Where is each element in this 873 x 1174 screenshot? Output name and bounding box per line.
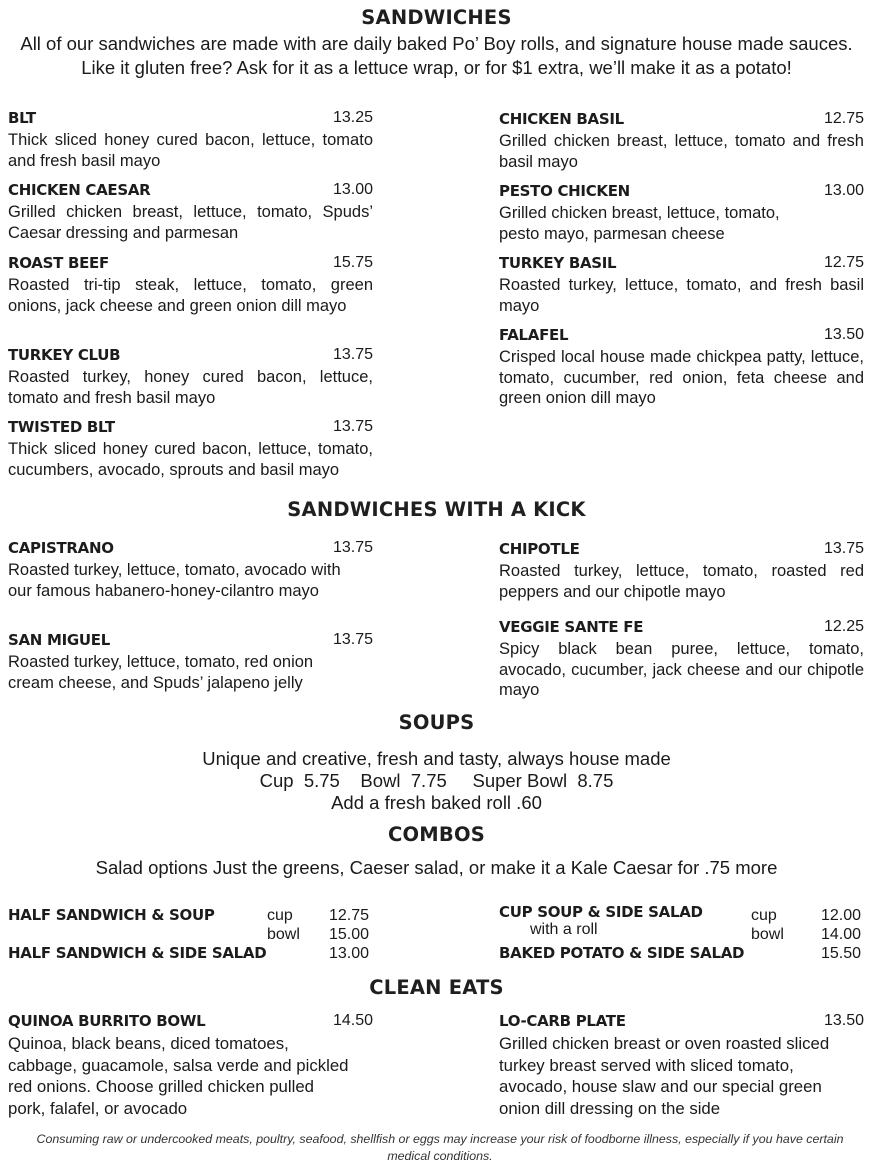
menu-item	[499, 1012, 864, 1119]
menu-item	[499, 326, 864, 409]
combos-heading: COMBOS	[388, 823, 485, 846]
menu-item	[499, 182, 864, 244]
kick-heading: SANDWICHES WITH A KICK	[287, 498, 586, 521]
item-price: 13.75	[332, 631, 373, 648]
item-description: Quinoa, black beans, diced tomatoes, cabbage, guacamole, salsa verde and pickled red onions. Choose grilled chicken pulled pork, falafel, or avocado	[8, 1034, 349, 1118]
item-description: Thick sliced honey cured bacon, lettuce, tomato and fresh basil mayo	[8, 131, 373, 170]
item-name: TURKEY CLUB	[8, 346, 121, 364]
item-name: LO-CARB PLATE	[499, 1012, 626, 1030]
item-name: CHICKEN CAESAR	[8, 181, 151, 199]
item-price: 15.75	[332, 254, 373, 271]
combo-baked-potato-salad: BAKED POTATO & SIDE SALAD	[499, 944, 745, 962]
item-name: TURKEY BASIL	[499, 254, 617, 272]
combo-half-sandwich-salad: HALF SANDWICH & SIDE SALAD	[8, 944, 267, 962]
item-price: 13.25	[332, 109, 373, 126]
combo-bowl-label: bowl	[267, 926, 300, 943]
item-description: Spicy black bean puree, lettuce, tomato, avocado, cucumber, jack cheese and our chipotle mayo	[499, 640, 864, 699]
soups-roll-note: Add a fresh baked roll .60	[331, 792, 542, 813]
menu-item	[8, 539, 373, 601]
item-description: Roasted turkey, honey cured bacon, lettuce, tomato and fresh basil mayo	[8, 368, 373, 407]
soups-description: Unique and creative, fresh and tasty, always house made	[202, 748, 671, 769]
combo-bowl-price: 15.00	[329, 926, 370, 943]
menu-item	[8, 1012, 373, 1119]
item-name: CAPISTRANO	[8, 539, 114, 557]
item-name: TWISTED BLT	[8, 418, 115, 436]
item-description: Grilled chicken breast or oven roasted sliced turkey breast served with sliced tomato, avocado, house slaw and our special green onion dill dressing on the side	[499, 1034, 830, 1118]
item-description: Grilled chicken breast, lettuce, tomato, pesto mayo, parmesan cheese	[499, 204, 780, 243]
item-price: 13.75	[332, 539, 373, 556]
combo-half-sandwich-soup: HALF SANDWICH & SOUP	[8, 906, 215, 924]
item-price: 13.75	[823, 540, 864, 557]
combo-price: 15.50	[821, 945, 862, 962]
combo-cup-price: 12.00	[821, 907, 862, 924]
combo-cup-soup-salad: CUP SOUP & SIDE SALAD	[499, 903, 703, 921]
menu-item	[499, 540, 864, 602]
item-description: Grilled chicken breast, lettuce, tomato, Spuds’ Caesar dressing and parmesan	[8, 203, 373, 242]
sandwiches-heading: SANDWICHES	[361, 6, 512, 29]
sandwiches-intro: All of our sandwiches are made with are daily baked Po’ Boy rolls, and signature house made sauces. Like it gluten free? Ask for it as a lettuce wrap, or for $1 extra, we’ll make it as a potato!	[20, 33, 853, 78]
combo-bowl-price: 14.00	[821, 926, 862, 943]
combo-sub-note: with a roll	[530, 921, 598, 938]
soups-heading: SOUPS	[398, 711, 475, 734]
menu-item	[8, 346, 373, 408]
menu-item	[8, 109, 373, 171]
menu-item	[499, 618, 864, 701]
item-price: 12.75	[823, 110, 864, 127]
item-name: VEGGIE SANTE FE	[499, 618, 644, 636]
item-description: Roasted turkey, lettuce, tomato, avocado with our famous habanero-honey-cilantro mayo	[8, 561, 341, 600]
item-name: SAN MIGUEL	[8, 631, 110, 649]
combo-cup-label: cup	[751, 907, 777, 924]
item-name: FALAFEL	[499, 326, 569, 344]
menu-item	[8, 631, 373, 693]
item-price: 12.25	[823, 618, 864, 635]
item-description: Roasted turkey, lettuce, tomato, red onion cream cheese, and Spuds’ jalapeno jelly	[8, 653, 314, 692]
menu-item	[8, 418, 373, 480]
item-price: 13.50	[823, 1012, 864, 1029]
menu-item	[8, 181, 373, 243]
item-price: 13.75	[332, 346, 373, 363]
item-price: 13.50	[823, 326, 864, 343]
item-name: QUINOA BURRITO BOWL	[8, 1012, 206, 1030]
menu-item	[499, 254, 864, 316]
combo-cup-label: cup	[267, 907, 293, 924]
combo-cup-price: 12.75	[329, 907, 370, 924]
item-name: BLT	[8, 109, 36, 127]
menu-item	[499, 110, 864, 172]
item-description: Roasted turkey, lettuce, tomato, and fresh basil mayo	[499, 276, 864, 315]
combos-salad-note: Salad options Just the greens, Caeser salad, or make it a Kale Caesar for .75 more	[95, 857, 778, 878]
clean-eats-heading: CLEAN EATS	[369, 976, 504, 999]
item-name: CHIPOTLE	[499, 540, 580, 558]
item-description: Grilled chicken breast, lettuce, tomato and fresh basil mayo	[499, 132, 864, 171]
item-description: Roasted turkey, lettuce, tomato, roasted red peppers and our chipotle mayo	[499, 562, 864, 601]
item-description: Thick sliced honey cured bacon, lettuce, tomato, cucumbers, avocado, sprouts and basil mayo	[8, 440, 373, 479]
menu-item	[8, 254, 373, 316]
item-name: CHICKEN BASIL	[499, 110, 624, 128]
item-name: ROAST BEEF	[8, 254, 109, 272]
item-description: Roasted tri-tip steak, lettuce, tomato, green onions, jack cheese and green onion dill mayo	[8, 276, 373, 315]
item-price: 12.75	[823, 254, 864, 271]
combo-bowl-label: bowl	[751, 926, 784, 943]
combo-price: 13.00	[329, 945, 370, 962]
item-description: Crisped local house made chickpea patty, lettuce, tomato, cucumber, red onion, feta cheese and green onion dill mayo	[499, 348, 864, 407]
item-price: 13.00	[332, 181, 373, 198]
item-price: 13.75	[332, 418, 373, 435]
item-price: 14.50	[332, 1012, 373, 1029]
soups-prices: Cup 5.75 Bowl 7.75 Super Bowl 8.75	[259, 770, 614, 791]
item-name: PESTO CHICKEN	[499, 182, 630, 200]
item-price: 13.00	[823, 182, 864, 199]
food-safety-disclaimer: Consuming raw or undercooked meats, poultry, seafood, shellfish or eggs may increase your risk of foodborne illness, especially if you have certain medical conditions.	[36, 1132, 844, 1163]
